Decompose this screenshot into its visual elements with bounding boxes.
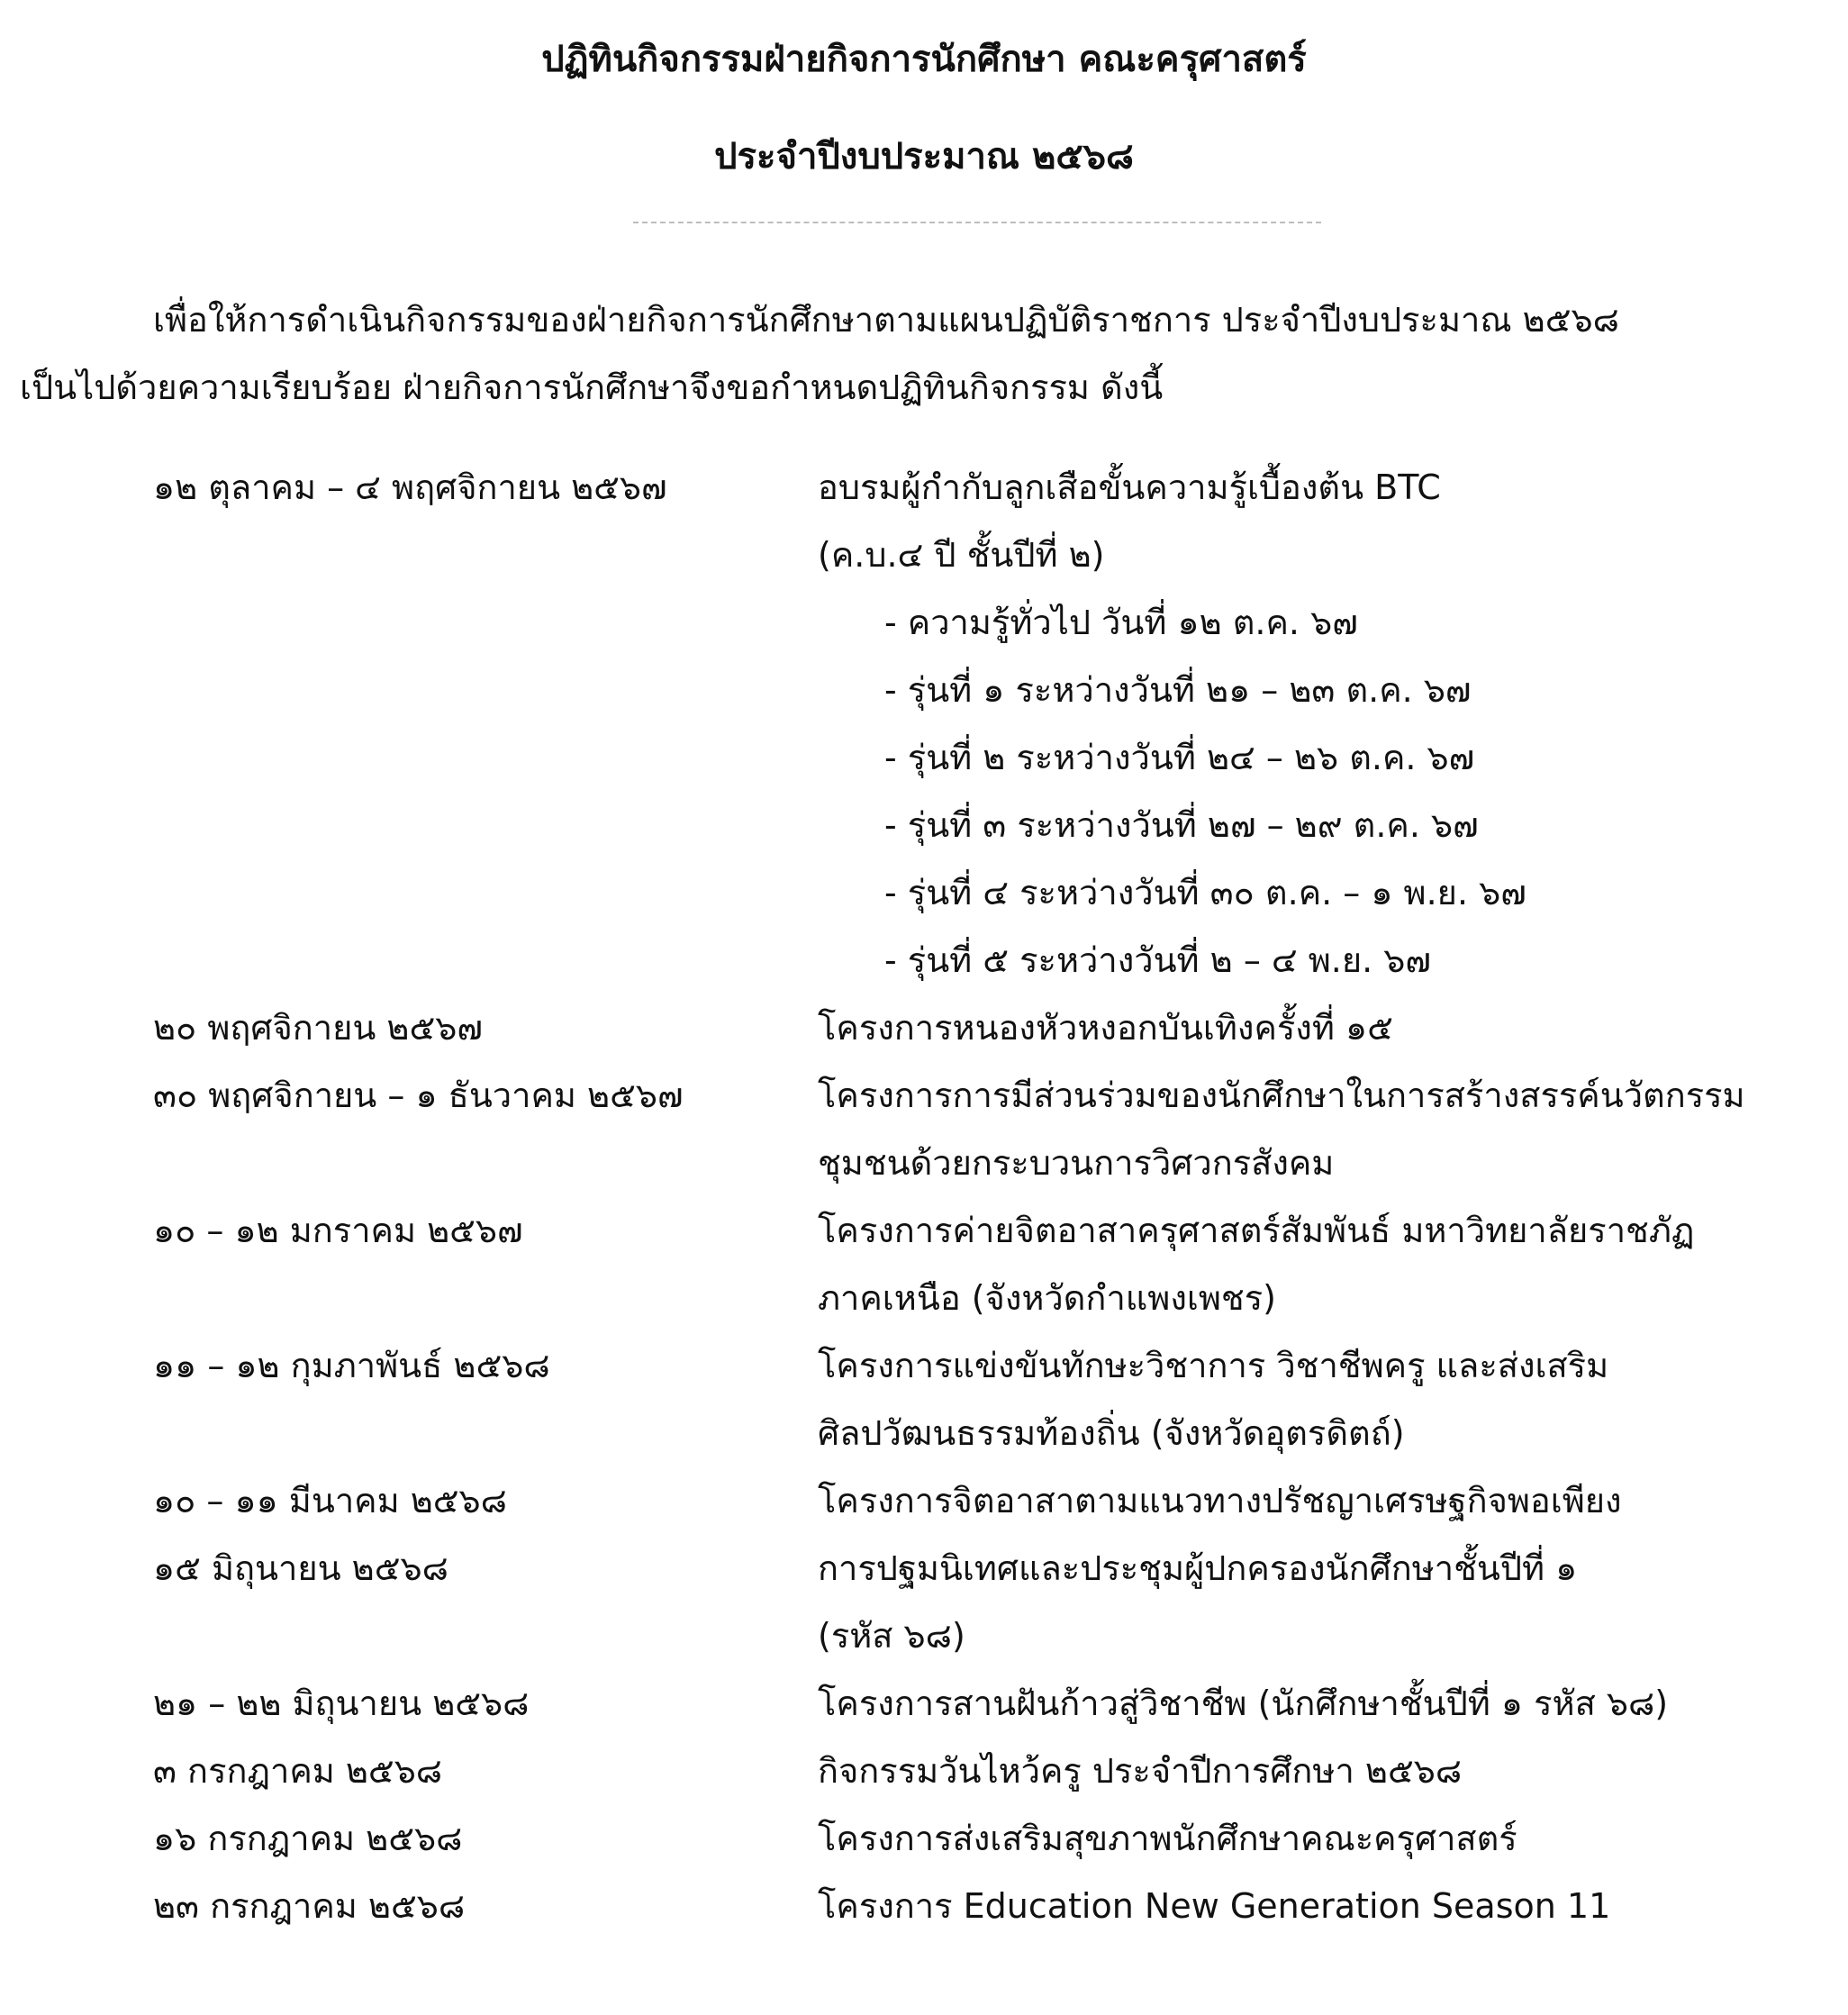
activity-line: โครงการจิตอาสาตามแนวทางปรัชญาเศรษฐกิจพอเพียง bbox=[818, 1481, 1622, 1520]
activity-line: (ค.บ.๔ ปี ชั้นปีที่ ๒) bbox=[818, 535, 1105, 575]
intro-line-1: เพื่อให้การดำเนินกิจกรรมของฝ่ายกิจการนักศึกษาตามแผนปฏิบัติราชการ ประจำปีงบประมาณ ๒๕๖๘ bbox=[153, 300, 1619, 340]
activity-line: โครงการสานฝันก้าวสู่วิชาชีพ (นักศึกษาชั้นปีที่ ๑ รหัส ๖๘) bbox=[818, 1684, 1669, 1723]
schedule-date: ๑๖ กรกฎาคม ๒๕๖๘ bbox=[153, 1819, 463, 1858]
schedule-date: ๑๐ – ๑๒ มกราคม ๒๕๖๗ bbox=[153, 1211, 523, 1250]
title-divider bbox=[633, 222, 1321, 223]
schedule-row bbox=[0, 1535, 1848, 1670]
schedule-row bbox=[0, 1670, 1848, 1738]
schedule-row bbox=[0, 454, 1848, 994]
activity-subitem: - รุ่นที่ ๔ ระหว่างวันที่ ๓๐ ต.ค. – ๑ พ.ย. ๖๗ bbox=[884, 873, 1526, 912]
schedule-date: ๓๐ พฤศจิกายน – ๑ ธันวาคม ๒๕๖๗ bbox=[153, 1076, 684, 1115]
schedule-row bbox=[0, 994, 1848, 1062]
schedule-date: ๑๒ ตุลาคม – ๔ พฤศจิกายน ๒๕๖๗ bbox=[153, 467, 667, 507]
schedule-row bbox=[0, 1062, 1848, 1197]
schedule-row bbox=[0, 1332, 1848, 1467]
activity-subitem: - รุ่นที่ ๑ ระหว่างวันที่ ๒๑ – ๒๓ ต.ค. ๖๗ bbox=[884, 670, 1472, 710]
activity-line: โครงการค่ายจิตอาสาครุศาสตร์สัมพันธ์ มหาวิทยาลัยราชภัฏ bbox=[818, 1211, 1695, 1250]
schedule-date: ๒๑ – ๒๒ มิถุนายน ๒๕๖๘ bbox=[153, 1684, 530, 1723]
activity-line: โครงการหนองหัวหงอกบันเทิงครั้งที่ ๑๕ bbox=[818, 1008, 1393, 1048]
document-subtitle: ประจำปีงบประมาณ ๒๕๖๘ bbox=[714, 136, 1134, 177]
schedule-activity bbox=[818, 1670, 1808, 1738]
schedule-row bbox=[0, 1805, 1848, 1873]
schedule-activity bbox=[818, 1332, 1808, 1467]
activity-line: ศิลปวัฒนธรรมท้องถิ่น (จังหวัดอุตรดิตถ์) bbox=[818, 1413, 1405, 1453]
schedule-row bbox=[0, 1873, 1848, 1940]
schedule-activity bbox=[818, 1467, 1808, 1535]
document-title: ปฏิทินกิจกรรมฝ่ายกิจการนักศึกษา คณะครุศาสตร์ bbox=[541, 39, 1307, 80]
activity-line: โครงการส่งเสริมสุขภาพนักศึกษาคณะครุศาสตร์ bbox=[818, 1819, 1517, 1858]
intro-line-2: เป็นไปด้วยความเรียบร้อย ฝ่ายกิจการนักศึกษาจึงขอกำหนดปฏิทินกิจกรรม ดังนี้ bbox=[20, 368, 1164, 407]
schedule-row bbox=[0, 1738, 1848, 1805]
schedule-list bbox=[0, 454, 1848, 1940]
schedule-date: ๑๑ – ๑๒ กุมภาพันธ์ ๒๕๖๘ bbox=[153, 1346, 550, 1385]
activity-subitem: - รุ่นที่ ๒ ระหว่างวันที่ ๒๔ – ๒๖ ต.ค. ๖๗ bbox=[884, 738, 1475, 777]
schedule-row bbox=[0, 1467, 1848, 1535]
schedule-activity bbox=[818, 1738, 1808, 1805]
activity-line: กิจกรรมวันไหว้ครู ประจำปีการศึกษา ๒๕๖๘ bbox=[818, 1751, 1463, 1791]
activity-line: (รหัส ๖๘) bbox=[818, 1616, 965, 1656]
schedule-activity bbox=[818, 1062, 1808, 1197]
activity-line: อบรมผู้กำกับลูกเสือขั้นความรู้เบื้องต้น BTC bbox=[818, 467, 1441, 507]
activity-line: โครงการ Education New Generation Season 11 bbox=[818, 1886, 1611, 1926]
activity-subitem: - รุ่นที่ ๓ ระหว่างวันที่ ๒๗ – ๒๙ ต.ค. ๖๗ bbox=[884, 805, 1479, 845]
activity-line: ภาคเหนือ (จังหวัดกำแพงเพชร) bbox=[818, 1278, 1276, 1318]
schedule-date: ๑๕ มิถุนายน ๒๕๖๘ bbox=[153, 1548, 448, 1588]
activity-line: การปฐมนิเทศและประชุมผู้ปกครองนักศึกษาชั้นปีที่ ๑ bbox=[818, 1548, 1578, 1588]
schedule-date: ๓ กรกฎาคม ๒๕๖๘ bbox=[153, 1751, 443, 1791]
schedule-activity bbox=[818, 454, 1808, 994]
activity-subitem: - รุ่นที่ ๕ ระหว่างวันที่ ๒ – ๔ พ.ย. ๖๗ bbox=[884, 940, 1431, 980]
schedule-activity bbox=[818, 994, 1808, 1062]
schedule-activity bbox=[818, 1873, 1808, 1940]
activity-subitem: - ความรู้ทั่วไป วันที่ ๑๒ ต.ค. ๖๗ bbox=[884, 603, 1358, 642]
schedule-date: ๒๐ พฤศจิกายน ๒๕๖๗ bbox=[153, 1008, 483, 1048]
schedule-row bbox=[0, 1197, 1848, 1332]
activity-line: ชุมชนด้วยกระบวนการวิศวกรสังคม bbox=[818, 1143, 1335, 1183]
schedule-activity bbox=[818, 1197, 1808, 1332]
intro-paragraph bbox=[20, 286, 1740, 422]
activity-line: โครงการแข่งขันทักษะวิชาการ วิชาชีพครู และส่งเสริม bbox=[818, 1346, 1609, 1385]
activity-line: โครงการการมีส่วนร่วมของนักศึกษาในการสร้างสรรค์นวัตกรรม bbox=[818, 1076, 1745, 1115]
schedule-activity bbox=[818, 1805, 1808, 1873]
schedule-date: ๑๐ – ๑๑ มีนาคม ๒๕๖๘ bbox=[153, 1481, 507, 1520]
schedule-activity bbox=[818, 1535, 1808, 1670]
schedule-date: ๒๓ กรกฎาคม ๒๕๖๘ bbox=[153, 1886, 466, 1926]
